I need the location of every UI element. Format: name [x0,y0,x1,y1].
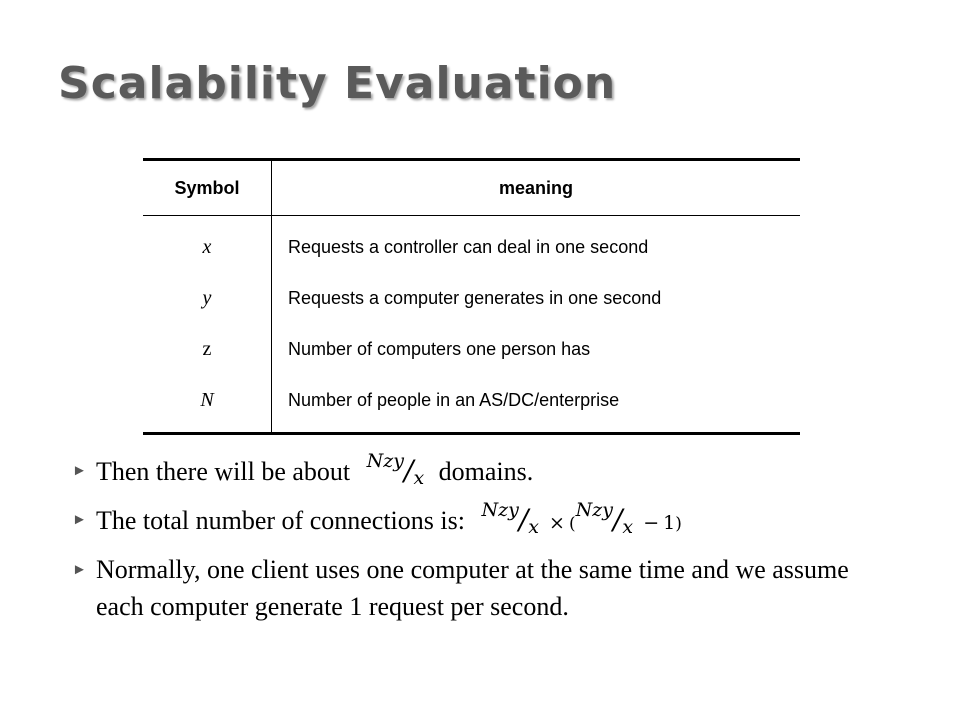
formula-minus: − [643,512,660,534]
formula-numerator: Nzy [481,499,519,521]
meaning-cell: Number of computers one person has [288,339,591,359]
meaning-cell: Requests a controller can deal in one second [288,237,649,257]
formula-slash: / [612,503,623,536]
bullet-list [72,452,892,633]
arrow-bullet-icon: ► [72,562,87,578]
table-row [143,216,800,274]
meaning-cell: Requests a computer generates in one second [288,288,662,308]
connections-formula [481,501,681,543]
arrow-bullet-icon: ► [72,463,87,479]
formula-numerator: Nzy [575,499,613,521]
bullet-text: Normally, one client uses one computer at the same time and we assume each computer generate 1 request per second. [96,555,849,621]
table-row [143,375,800,434]
symbol-cell: x [143,216,272,274]
symbol-cell: N [143,375,272,434]
table-row [143,273,800,324]
bullet-text: The total number of connections is: [96,506,465,535]
header-meaning: meaning [498,177,573,198]
bullet-assumption [72,551,892,625]
table-header-row [143,160,800,216]
formula-denominator: x [622,516,634,538]
bullet-connections [72,501,892,543]
bullet-text: domains. [438,457,534,486]
symbol-cell: z [143,324,272,375]
symbol-table [143,158,800,435]
formula-open-paren: ( [568,514,576,534]
meaning-cell: Number of people in an AS/DC/enterprise [288,390,620,410]
table-row [143,324,800,375]
domains-formula [367,452,425,493]
formula-times: × [549,512,565,534]
formula-numerator: Nzy [366,450,405,472]
formula-denominator: x [528,516,539,538]
formula-close-paren: ) [675,514,682,534]
header-symbol: Symbol [143,160,272,216]
formula-slash: / [404,454,414,487]
formula-one: 1 [663,512,676,534]
formula-denominator: x [413,467,425,489]
bullet-text: Then there will be about [96,457,351,486]
formula-slash: / [518,503,529,536]
symbol-cell: y [143,273,272,324]
slide-title: Scalability Evaluation [58,58,617,109]
bullet-domains [72,452,892,493]
arrow-bullet-icon: ► [72,512,87,528]
